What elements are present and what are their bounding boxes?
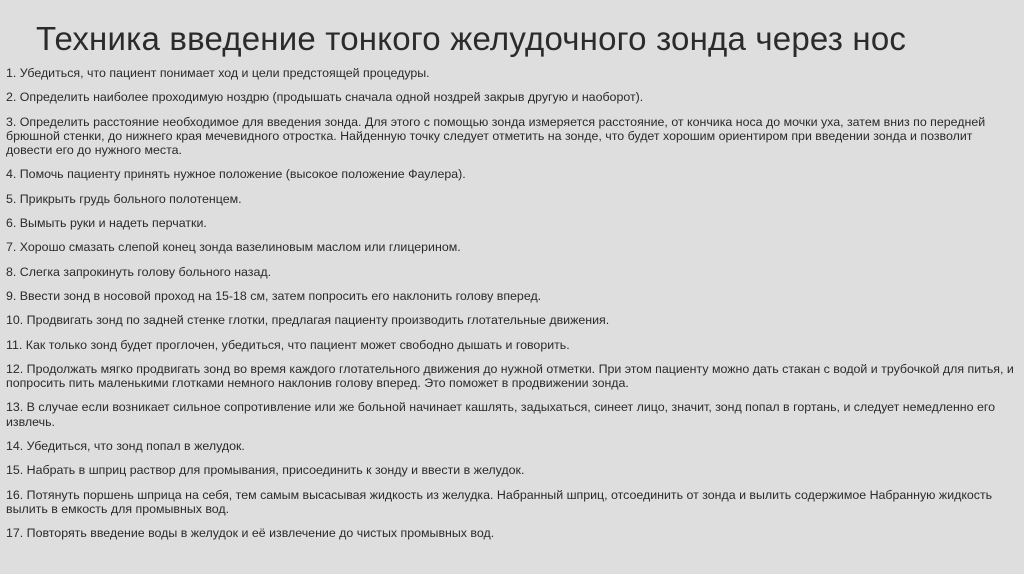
- step-item: 12. Продолжать мягко продвигать зонд во время каждого глотательного движения до нужной отметки. При этом пациенту можно дать стакан с водой и трубочкой для питья, и попросить пить маленькими глотками немного наклонив голову вперед. Это поможет в продвижении зонда.: [6, 361, 1014, 391]
- step-item: 5. Прикрыть грудь больного полотенцем.: [6, 191, 242, 206]
- step-item: 16. Потянуть поршень шприца на себя, тем самым высасывая жидкость из желудка. Набранный шприц, отсоединить от зонда и вылить содержимое Набранную жидкость вылить в емкость для промывных вод.: [6, 487, 993, 516]
- step-item: 13. В случае если возникает сильное сопротивление или же больной начинает кашлять, задыхаться, синеет лицо, значит, зонд попал в гортань, и следует немедленно его извлечь.: [6, 400, 996, 429]
- procedure-steps-list: [6, 66, 1018, 541]
- step-item: 4. Помочь пациенту принять нужное положение (высокое положение Фаулера).: [6, 167, 466, 182]
- step-item: 7. Хорошо смазать слепой конец зонда вазелиновым маслом или глицерином.: [6, 240, 461, 255]
- step-item: 3. Определить расстояние необходимое для введения зонда. Для этого с помощью зонда измеряется расстояние, от кончика носа до мочки уха, затем вниз по передней брюшной стенки, до нижнего края мечевидного отростка. Найденную точку следует отметить на зонде, что будет хорошим ориентиром при введении зонда и позволит довести его до нужного места.: [6, 114, 986, 158]
- step-item: 1. Убедиться, что пациент понимает ход и цели предстоящей процедуры.: [6, 66, 430, 80]
- step-item: 8. Слегка запрокинуть голову больного назад.: [6, 264, 272, 279]
- step-item: 15. Набрать в шприц раствор для промывания, присоединить к зонду и ввести в желудок.: [6, 463, 525, 478]
- step-item: 10. Продвигать зонд по задней стенке глотки, предлагая пациенту производить глотательные движения.: [6, 313, 610, 328]
- step-item: 2. Определить наиболее проходимую ноздрю (продышать сначала одной ноздрей закрыв другую и наоборот).: [6, 90, 644, 105]
- step-item: 14. Убедиться, что зонд попал в желудок.: [6, 439, 245, 454]
- step-item: 11. Как только зонд будет проглочен, убедиться, что пациент может свободно дышать и говорить.: [6, 337, 570, 352]
- step-item: 6. Вымыть руки и надеть перчатки.: [6, 216, 207, 231]
- slide-title: Техника введение тонкого желудочного зонда через нос: [36, 20, 907, 57]
- step-item: 9. Ввести зонд в носовой проход на 15-18 см, затем попросить его наклонить голову вперед.: [6, 288, 542, 303]
- step-item: 17. Повторять введение воды в желудок и её извлечение до чистых промывных вод.: [6, 526, 495, 541]
